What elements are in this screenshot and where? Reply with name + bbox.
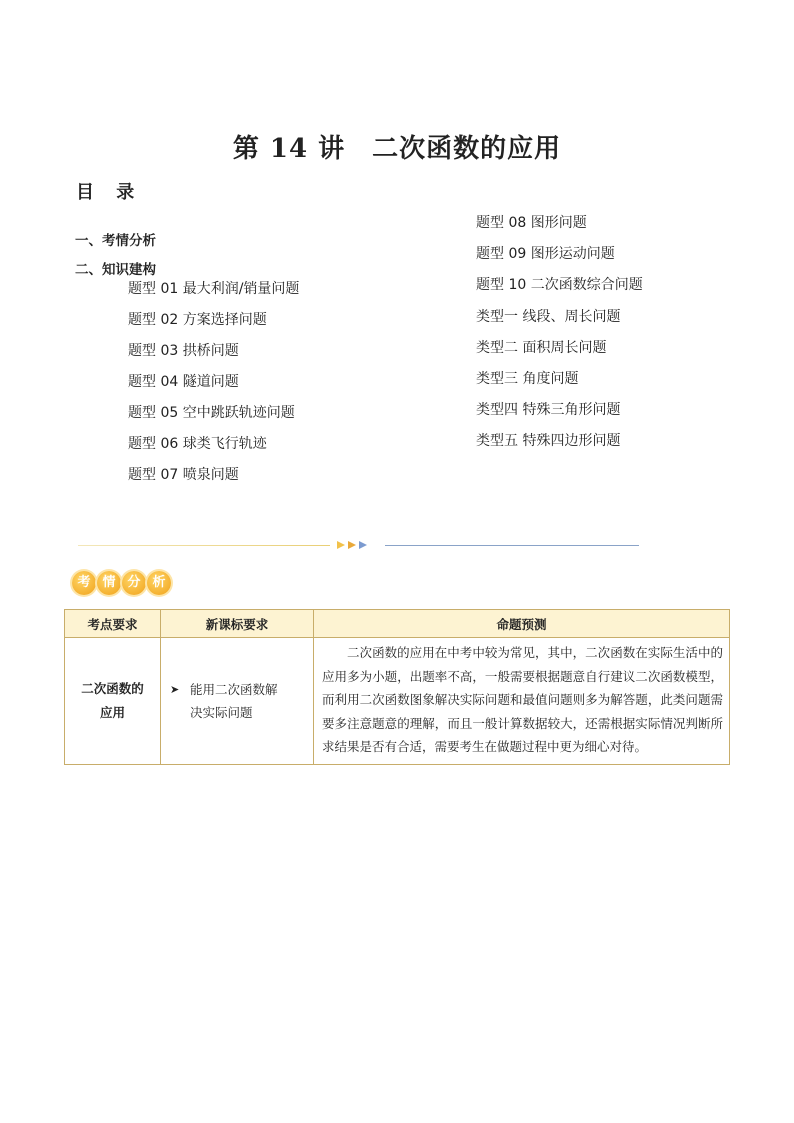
topic-text: 二次函数的: [81, 680, 144, 696]
toc-item[interactable]: 题型 04 隧道问题: [128, 374, 239, 390]
table-row: [65, 638, 730, 765]
page-title: 第 14 讲 二次函数的应用: [232, 134, 562, 164]
header-prediction: 命题预测: [314, 610, 730, 638]
toc-item[interactable]: 题型 08 图形问题: [476, 215, 587, 231]
toc-item[interactable]: 题型 01 最大利润/销量问题: [128, 281, 300, 297]
toc-item[interactable]: 类型一 线段、周长问题: [476, 309, 621, 325]
section-divider-left: [78, 545, 330, 546]
arrowhead-bullet-icon: ➤: [170, 682, 180, 696]
triple-arrow-icon: [337, 540, 371, 550]
exam-analysis-table: [64, 609, 730, 765]
table-header-row: [65, 610, 730, 638]
section-divider-right: [385, 545, 639, 546]
toc-item[interactable]: 题型 02 方案选择问题: [128, 312, 267, 328]
badge-char: 情: [97, 571, 121, 595]
toc-item[interactable]: 类型五 特殊四边形问题: [476, 433, 621, 449]
toc-item[interactable]: 类型二 面积周长问题: [476, 340, 607, 356]
badge-char: 分: [122, 571, 146, 595]
toc-item[interactable]: 类型四 特殊三角形问题: [476, 402, 621, 418]
toc-item[interactable]: 题型 05 空中跳跃轨迹问题: [128, 405, 295, 421]
badge-char: 析: [147, 571, 171, 595]
cell-standard: [161, 638, 314, 765]
toc-item[interactable]: 题型 07 喷泉问题: [128, 467, 239, 483]
toc-section-analysis[interactable]: 一、考情分析: [75, 233, 156, 249]
cell-topic: [65, 638, 161, 765]
cell-prediction: 二次函数的应用在中考中较为常见，其中，二次函数在实际生活中的应用多为小题，出题率不高，一般需要根据题意自行建议二次函数模型，而利用二次函数图象解决实际问题和最值问题则多为解答题，此类问题需要多注意题意的理解，而且一般计算数据较大，还需根据实际情况判断所求结果是否有合适，需要考生在做题过程中更为细心对待。: [314, 638, 730, 765]
toc-item[interactable]: 题型 03 拱桥问题: [128, 343, 239, 359]
requirement-text: 能用二次函数解: [190, 681, 278, 697]
badge-char: 考: [72, 571, 96, 595]
exam-analysis-badge: [72, 571, 171, 599]
header-topic: 考点要求: [65, 610, 161, 638]
toc-section-knowledge[interactable]: 二、知识建构: [75, 262, 156, 278]
toc-item[interactable]: 题型 10 二次函数综合问题: [476, 277, 643, 293]
topic-text: 应用: [99, 704, 125, 720]
toc-item[interactable]: 题型 06 球类飞行轨迹: [128, 436, 267, 452]
header-standard: 新课标要求: [161, 610, 314, 638]
toc-item[interactable]: 题型 09 图形运动问题: [476, 246, 615, 262]
toc-item[interactable]: 类型三 角度问题: [476, 371, 579, 387]
requirement-text: 决实际问题: [190, 704, 253, 720]
toc-heading: 目 录: [76, 182, 143, 203]
